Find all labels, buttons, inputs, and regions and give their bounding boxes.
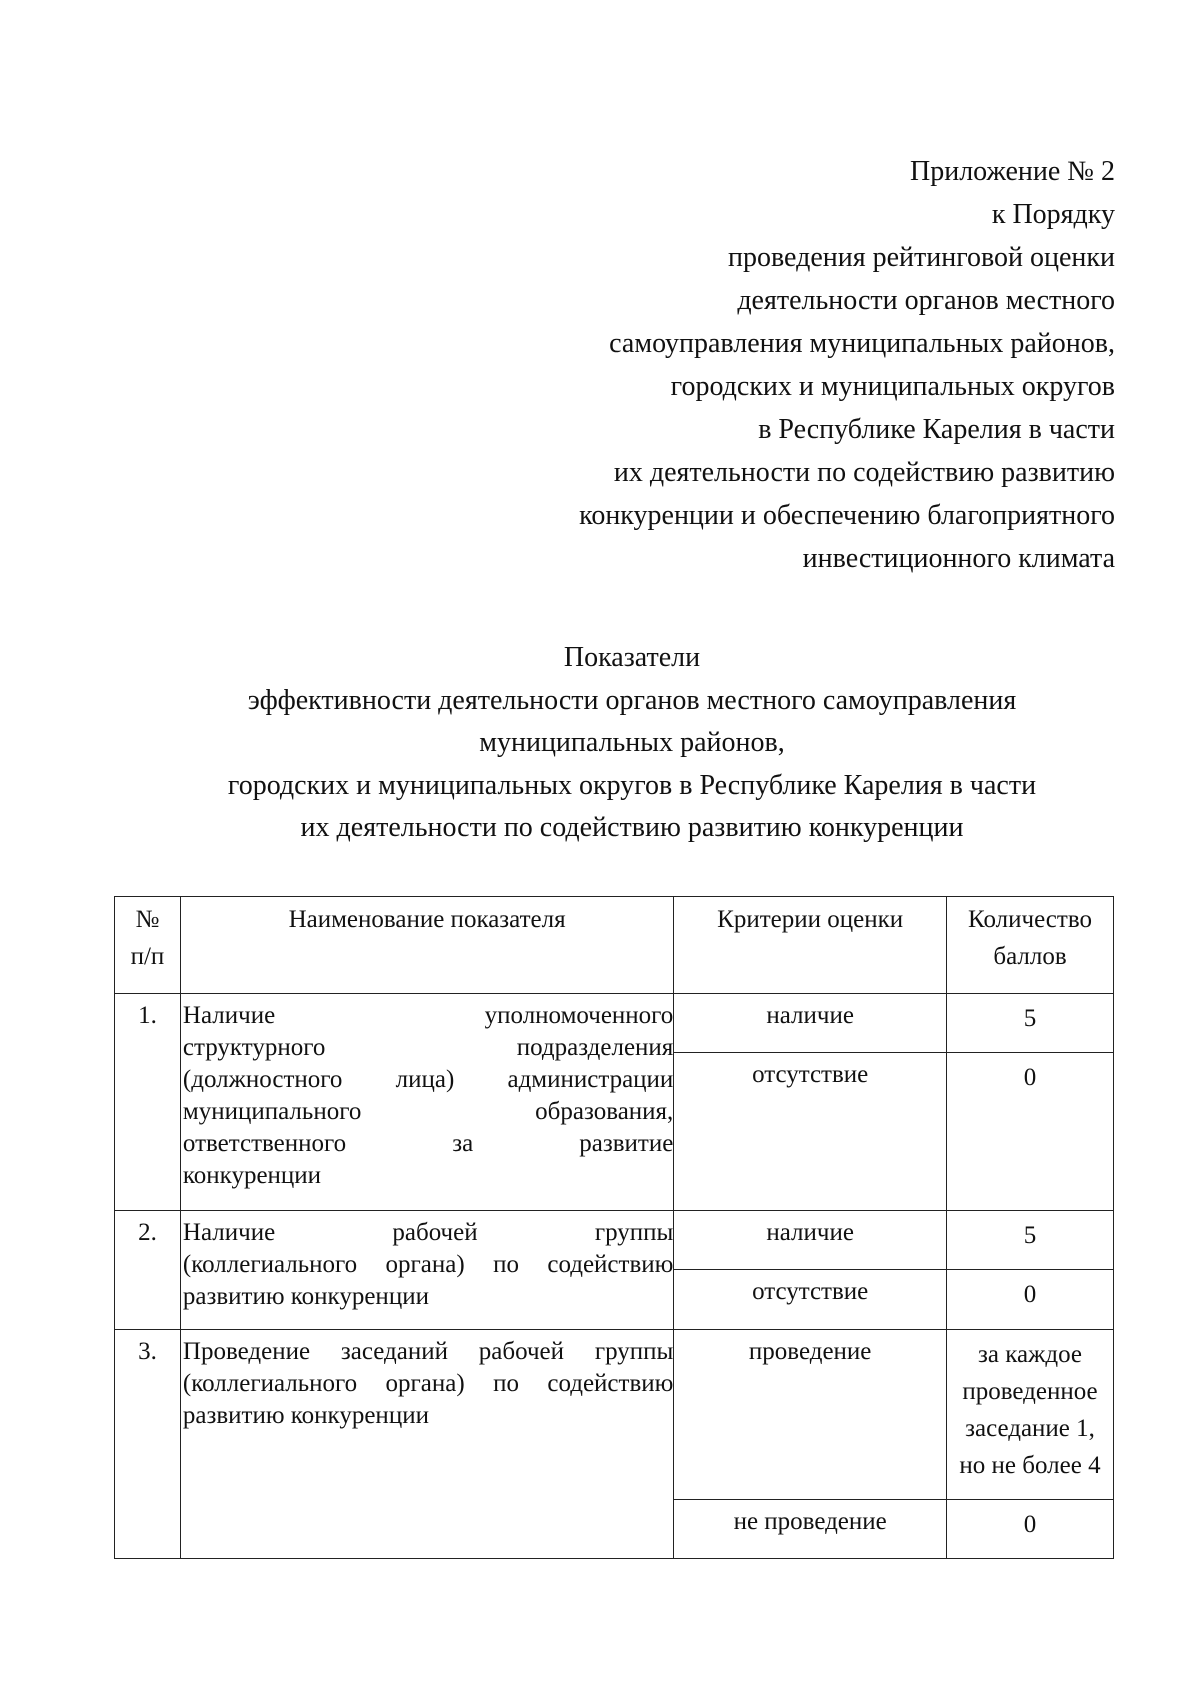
criterion-label: отсутствие xyxy=(674,1270,947,1330)
indicator-name-line: развитию конкуренции xyxy=(182,1283,429,1310)
indicator-name xyxy=(180,994,673,1211)
annex-line: их деятельности по содействию развитию xyxy=(613,457,1115,488)
header-score-line: Количество xyxy=(968,906,1092,933)
indicator-name-line: Наличие уполномоченного xyxy=(182,1002,674,1029)
indicator-name-line: (коллегиального органа) по содействию xyxy=(182,1370,674,1397)
indicator-name-line: ответственного за развитие xyxy=(182,1130,674,1157)
annex-line: в Республике Карелия в части xyxy=(758,414,1115,445)
table-header-row xyxy=(115,897,1114,994)
title-line: городских и муниципальных округов в Республике Карелия в части xyxy=(227,769,1037,801)
score-value xyxy=(947,1330,1114,1500)
score-value-line: за каждое xyxy=(978,1341,1082,1368)
header-score xyxy=(947,897,1114,994)
score-value-line: заседание 1, xyxy=(965,1415,1095,1442)
title-line: Показатели xyxy=(563,642,701,673)
annex-line: к Порядку xyxy=(991,199,1115,230)
annex-line: инвестиционного климата xyxy=(802,543,1115,574)
row-number: 3. xyxy=(115,1330,181,1559)
table-row xyxy=(115,1211,1114,1270)
indicator-name xyxy=(180,1211,673,1330)
score-value: 0 xyxy=(947,1053,1114,1211)
indicator-name xyxy=(180,1330,673,1559)
annex-line: городских и муниципальных округов xyxy=(670,371,1115,402)
score-value: 0 xyxy=(947,1500,1114,1559)
header-name: Наименование показателя xyxy=(180,897,673,994)
title-line: их деятельности по содействию развитию конкуренции xyxy=(300,812,964,843)
header-criteria: Критерии оценки xyxy=(674,897,947,994)
indicator-name-line: структурного подразделения xyxy=(182,1034,674,1061)
indicator-name-line: (коллегиального органа) по содействию xyxy=(182,1251,674,1278)
indicator-name-line: конкуренции xyxy=(182,1162,322,1189)
table-row xyxy=(115,994,1114,1053)
table-row xyxy=(115,1330,1114,1500)
header-num-line: п/п xyxy=(130,943,165,970)
criterion-label: наличие xyxy=(674,1211,947,1270)
score-value-line: но не более 4 xyxy=(959,1452,1101,1479)
score-value: 5 xyxy=(947,994,1114,1053)
indicator-name-line: муниципального образования, xyxy=(182,1098,674,1125)
score-value: 0 xyxy=(947,1270,1114,1330)
score-value: 5 xyxy=(947,1211,1114,1270)
annex-line: проведения рейтинговой оценки xyxy=(727,242,1115,273)
header-num-line: № xyxy=(135,906,160,933)
row-number: 2. xyxy=(115,1211,181,1330)
indicator-name-line: Проведение заседаний рабочей группы xyxy=(182,1338,674,1365)
annex-line: Приложение № 2 xyxy=(910,156,1115,187)
document-title xyxy=(0,637,1200,850)
criterion-label: не проведение xyxy=(674,1500,947,1559)
indicator-name-line: Наличие рабочей группы xyxy=(182,1219,674,1246)
criterion-label: проведение xyxy=(674,1330,947,1500)
header-num xyxy=(115,897,181,994)
annex-line: деятельности органов местного xyxy=(737,285,1115,316)
row-number: 1. xyxy=(115,994,181,1211)
title-line: муниципальных районов, xyxy=(479,727,785,758)
annex-line: конкуренции и обеспечению благоприятного xyxy=(579,500,1115,531)
annex-reference xyxy=(415,150,1115,580)
criterion-label: наличие xyxy=(674,994,947,1053)
indicator-name-line: развитию конкуренции xyxy=(182,1402,429,1429)
score-value-line: проведенное xyxy=(962,1378,1098,1405)
criterion-label: отсутствие xyxy=(674,1053,947,1211)
annex-line: самоуправления муниципальных районов, xyxy=(609,328,1115,359)
title-line: эффективности деятельности органов местного самоуправления xyxy=(247,684,1017,716)
indicator-name-line: (должностного лица) администрации xyxy=(182,1066,674,1093)
indicators-table xyxy=(114,896,1114,1559)
header-score-line: баллов xyxy=(993,943,1067,970)
